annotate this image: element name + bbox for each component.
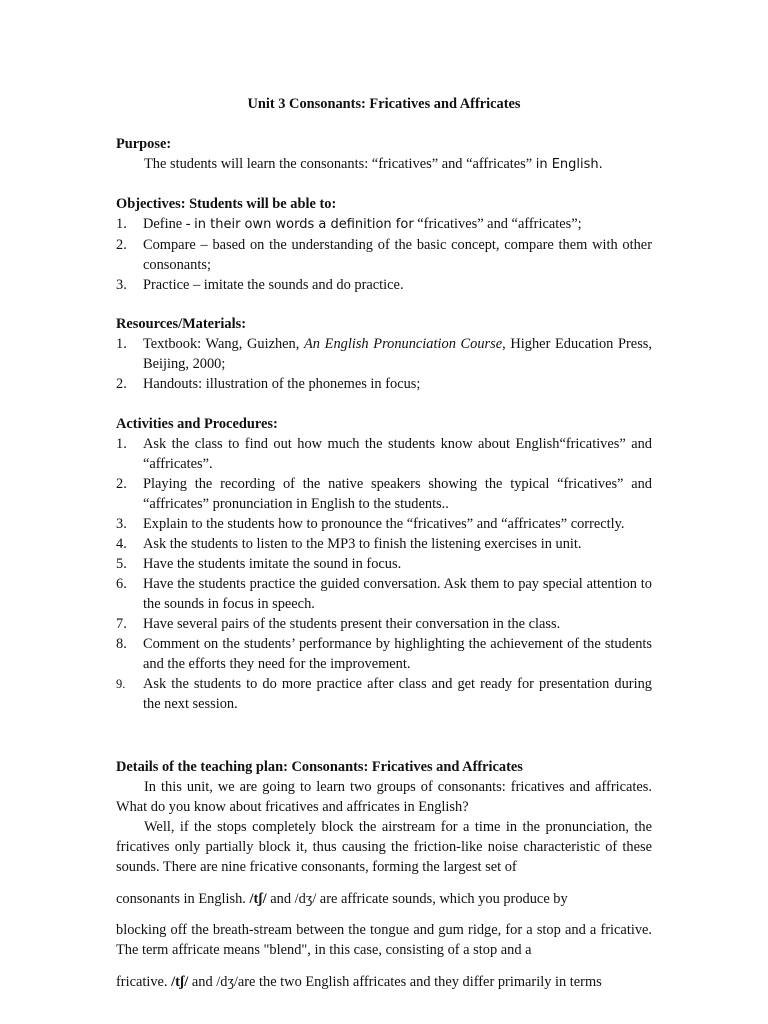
details-text: and /dʒ/are the two English affricates and they differ primarily in terms bbox=[188, 974, 602, 990]
item-text: Ask the students to do more practice after class and get ready for presentation during the next session. bbox=[143, 676, 652, 712]
item-text: Have several pairs of the students present their conversation in the class. bbox=[143, 616, 561, 632]
item-text: Have the students imitate the sound in focus. bbox=[143, 556, 402, 572]
purpose-text-main: The students will learn the consonants: “fricatives” and “affricates” bbox=[144, 156, 536, 172]
item-number: 5. bbox=[116, 556, 127, 572]
item-number: 1. bbox=[116, 336, 127, 352]
purpose-heading: Purpose: bbox=[116, 136, 172, 152]
objectives-list bbox=[116, 214, 652, 295]
details-paragraph-2d bbox=[116, 966, 652, 999]
details-text: fricative. bbox=[116, 974, 172, 990]
purpose-text bbox=[116, 154, 652, 175]
details-heading: Details of the teaching plan: Consonants: Fricatives and Affricates bbox=[116, 759, 523, 775]
list-item bbox=[116, 235, 652, 275]
objectives-section bbox=[116, 194, 652, 295]
details-paragraph-2b bbox=[116, 883, 652, 916]
item-number: 3. bbox=[116, 516, 127, 532]
phoneme-tsh: /tʃ/ bbox=[249, 891, 267, 907]
purpose-text-tail: in English. bbox=[535, 157, 603, 172]
list-item bbox=[116, 634, 652, 674]
details-text: consonants in English. bbox=[116, 891, 250, 907]
details-section bbox=[116, 757, 652, 999]
list-item bbox=[116, 434, 652, 474]
item-text-c: “fricatives” and “affricates”; bbox=[413, 216, 582, 232]
item-number: 3. bbox=[116, 277, 127, 293]
activities-list bbox=[116, 434, 652, 714]
list-item bbox=[116, 275, 652, 295]
item-text-b: in their own words a definition for bbox=[194, 217, 414, 232]
item-text: Explain to the students how to pronounce the “fricatives” and “affricates” correctly. bbox=[143, 516, 625, 532]
list-item bbox=[116, 514, 652, 534]
activities-heading: Activities and Procedures: bbox=[116, 416, 278, 432]
item-number: 9. bbox=[116, 677, 126, 691]
item-number: 1. bbox=[116, 436, 127, 452]
item-number: 4. bbox=[116, 536, 127, 552]
list-item bbox=[116, 374, 652, 394]
item-number: 7. bbox=[116, 616, 127, 632]
resources-section bbox=[116, 314, 652, 394]
details-text: and /dʒ/ are affricate sounds, which you produce by bbox=[266, 891, 568, 907]
item-text: Ask the class to find out how much the students know about English“fricatives” and “affricates”. bbox=[143, 436, 652, 472]
item-number: 2. bbox=[116, 237, 127, 253]
item-text: Have the students practice the guided conversation. Ask them to pay special attention to the sounds in focus in speech. bbox=[143, 576, 652, 612]
item-number: 2. bbox=[116, 376, 127, 392]
list-item bbox=[116, 334, 652, 374]
objectives-heading: Objectives: Students will be able to: bbox=[116, 196, 337, 212]
resources-list bbox=[116, 334, 652, 394]
item-text-b: , Higher Education Press, Beijing, 2000; bbox=[143, 336, 652, 372]
item-number: 8. bbox=[116, 636, 127, 652]
document-title: Unit 3 Consonants: Fricatives and Affricates bbox=[247, 96, 521, 112]
list-item bbox=[116, 614, 652, 634]
book-title: An English Pronunciation Course bbox=[304, 336, 503, 352]
item-text: Ask the students to listen to the MP3 to finish the listening exercises in unit. bbox=[143, 536, 582, 552]
item-text: Practice – imitate the sounds and do practice. bbox=[143, 277, 404, 293]
list-item bbox=[116, 474, 652, 514]
details-paragraph-1: In this unit, we are going to learn two groups of consonants: fricatives and affricates. What do you know about fricatives and affricates in English? bbox=[116, 779, 652, 815]
item-text: Compare – based on the understanding of the basic concept, compare them with other consonants; bbox=[143, 237, 652, 273]
item-number: 6. bbox=[116, 576, 127, 592]
item-text-a: Define - bbox=[143, 216, 195, 232]
list-item bbox=[116, 554, 652, 574]
list-item bbox=[116, 574, 652, 614]
item-text-a: Textbook: Wang, Guizhen, bbox=[143, 336, 305, 352]
item-text: Comment on the students’ performance by highlighting the achievement of the students and the efforts they need for the improvement. bbox=[143, 636, 652, 672]
resources-heading: Resources/Materials: bbox=[116, 316, 247, 332]
item-number: 2. bbox=[116, 476, 127, 492]
activities-section bbox=[116, 414, 652, 714]
details-paragraph-2a: Well, if the stops completely block the airstream for a time in the pronunciation, the fricatives only partially block it, thus causing the friction-like noise characteristic of these sounds. There are nine fricative consonants, forming the largest set of bbox=[116, 819, 652, 875]
item-text: Playing the recording of the native speakers showing the typical “fricatives” and “affricates” pronunciation in English to the students.. bbox=[143, 476, 652, 512]
details-paragraph-2c: blocking off the breath-stream between the tongue and gum ridge, for a stop and a fricative. The term affricate means "blend", in this case, consisting of a stop and a bbox=[116, 922, 652, 958]
item-text: Handouts: illustration of the phonemes in focus; bbox=[143, 376, 421, 392]
purpose-section bbox=[116, 134, 652, 175]
list-item bbox=[116, 214, 652, 235]
item-number: 1. bbox=[116, 216, 127, 232]
phoneme-tsh: /tʃ/ bbox=[171, 974, 189, 990]
list-item bbox=[116, 534, 652, 554]
list-item bbox=[116, 674, 652, 714]
